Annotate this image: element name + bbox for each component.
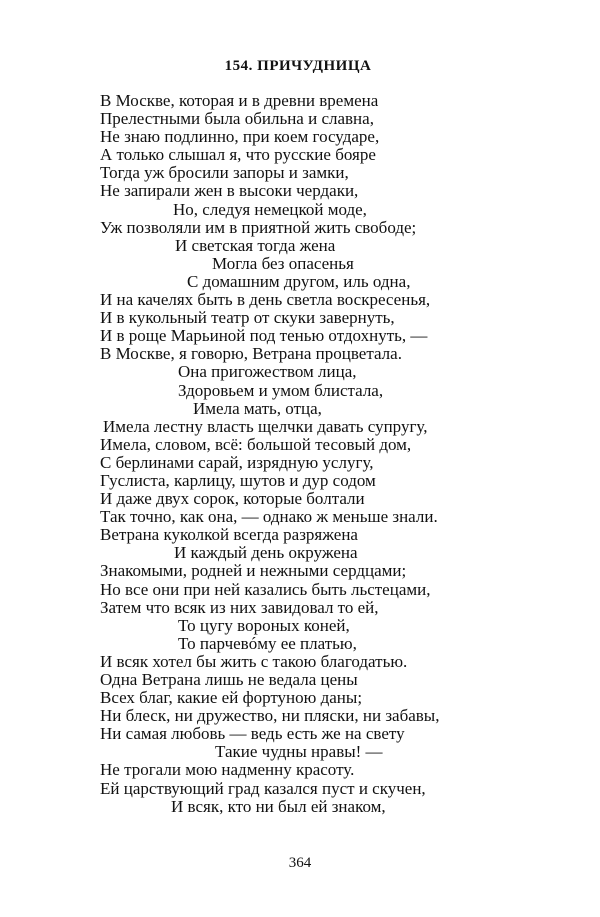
poem-line: Она пригожеством лица, — [178, 362, 357, 382]
poem-line: Могла без опасенья — [212, 253, 354, 273]
poem-body — [100, 92, 580, 816]
poem-line: Гуслиста, карлицу, шутов и дур содом — [100, 470, 376, 490]
poem-line: И в роще Марьиной под тенью отдохнуть, — — [100, 326, 428, 346]
poem-line: Не знаю подлинно, при коем государе, — [100, 127, 380, 147]
poem-line: Затем что всяк из них завидовал то ей, — [100, 597, 379, 617]
poem-line: Прелестными была обильна и славна, — [100, 109, 374, 129]
poem-line: Ветрана куколкой всегда разряжена — [100, 525, 358, 545]
poem-line: Здоровьем и умом блистала, — [178, 380, 384, 400]
poem-line: Такие чудны нравы! — — [215, 742, 383, 762]
page-number: 364 — [288, 855, 312, 871]
poem-line: И каждый день окружена — [174, 543, 358, 563]
poem-title: 154. ПРИЧУДНИЦА — [224, 58, 372, 74]
poem-line: Ни самая любовь — ведь есть же на свету — [100, 724, 405, 744]
poem-line: Имела, словом, всё: большой тесовый дом, — [100, 434, 412, 454]
poem-line: Всех благ, какие ей фортуною даны; — [100, 688, 363, 708]
poem-line: Тогда уж бросили запоры и замки, — [100, 163, 349, 183]
poem-line: Ни блеск, ни дружество, ни пляски, ни забавы, — [100, 706, 440, 726]
poem-line: С домашним другом, иль одна, — [187, 271, 411, 291]
poem-line: Не запирали жен в высоки чердаки, — [100, 181, 359, 201]
poem-line: А только слышал я, что русские бояре — [100, 145, 376, 165]
poem-line: В Москве, которая и в древни времена — [100, 91, 379, 110]
poem-line: То парчевóму ее платью, — [178, 633, 357, 653]
poem-line: Одна Ветрана лишь не ведала цены — [100, 670, 358, 689]
poem-line: Так точно, как она, — однако ж меньше знали. — [100, 507, 438, 527]
poem-line: Не трогали мою надменну красоту. — [100, 760, 355, 780]
poem-line: Ей царствующий град казался пуст и скучен, — [100, 778, 426, 798]
poem-line: И всяк хотел бы жить с такою благодатью. — [100, 651, 408, 671]
poem-line: Имела лестну власть щелчки давать супругу, — [103, 416, 428, 436]
poem-line: Уж позволяли им в приятной жить свободе; — [100, 217, 417, 237]
poem-line: И даже двух сорок, которые болтали — [100, 489, 365, 509]
poem-line: В Москве, я говорю, Ветрана процветала. — [100, 344, 402, 364]
poem-line: С берлинами сарай, изрядную услугу, — [100, 452, 374, 472]
poem-line: И всяк, кто ни был ей знаком, — [171, 796, 386, 816]
poem-line: И на качелях быть в день светла воскресенья, — [100, 290, 431, 310]
poem-line: То цугу вороных коней, — [178, 615, 350, 635]
poem-line: И светская тогда жена — [175, 235, 336, 255]
poem-line: Но, следуя немецкой моде, — [173, 199, 367, 219]
poem-line: Знакомыми, родней и нежными сердцами; — [100, 561, 407, 581]
poem-line: И в кукольный театр от скуки завернуть, — [100, 308, 395, 328]
poem-line: Но все они при ней казались быть льстецами, — [100, 579, 431, 599]
poem-line: Имела мать, отца, — [193, 398, 322, 418]
